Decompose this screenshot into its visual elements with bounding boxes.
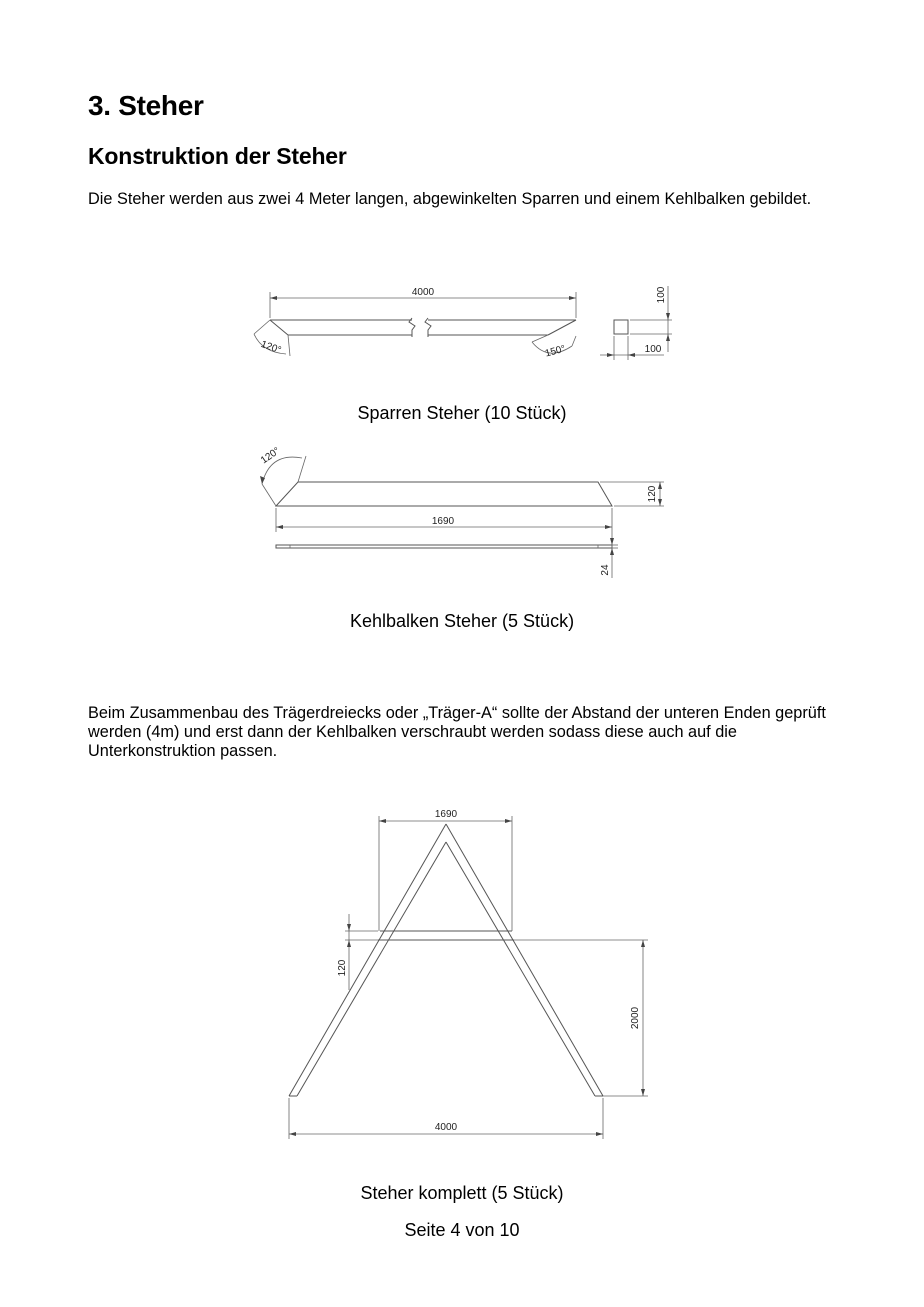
intro-paragraph: Die Steher werden aus zwei 4 Meter langen, abgewinkelten Sparren und einem Kehlbalken gebildet. bbox=[88, 190, 812, 208]
komplett-caption: Steher komplett (5 Stück) bbox=[360, 1183, 564, 1203]
kehlbalken-length-label: 1690 bbox=[431, 516, 455, 527]
section-height-label: 100 bbox=[656, 286, 667, 304]
angle-left-label: 120° bbox=[259, 338, 283, 357]
sparren-length-label: 4000 bbox=[411, 287, 435, 298]
height-label: 2000 bbox=[630, 1006, 641, 1030]
kehlbalken-thickness-label: 24 bbox=[600, 564, 611, 576]
beam-height-label: 120 bbox=[337, 959, 348, 977]
angle-right-label: 150° bbox=[543, 343, 567, 360]
section-subheading: Konstruktion der Steher bbox=[88, 143, 347, 169]
page-number: Seite 4 von 10 bbox=[404, 1220, 520, 1240]
section-heading: 3. Steher bbox=[88, 90, 204, 121]
assembly-paragraph: Beim Zusammenbau des Trägerdreiecks oder „Träger-A“ sollte der Abstand der unteren Enden geprüft werden (4m) und erst dann der Kehlbalken verschraubt werden sodass diese auch auf die Unterkonstruktion passen. bbox=[88, 704, 826, 760]
top-width-label: 1690 bbox=[434, 809, 458, 820]
sparren-caption: Sparren Steher (10 Stück) bbox=[357, 403, 567, 423]
kehlbalken-angle-label: 120° bbox=[258, 445, 283, 467]
right-rafter-inner bbox=[446, 842, 595, 1096]
kehlbalken-caption: Kehlbalken Steher (5 Stück) bbox=[349, 611, 575, 631]
right-rafter-outer bbox=[446, 824, 603, 1096]
left-rafter-inner bbox=[297, 842, 446, 1096]
section-width-label: 100 bbox=[644, 344, 662, 355]
kehlbalken-height-label: 120 bbox=[647, 485, 658, 503]
base-width-label: 4000 bbox=[434, 1122, 458, 1133]
left-rafter-outer bbox=[289, 824, 446, 1096]
